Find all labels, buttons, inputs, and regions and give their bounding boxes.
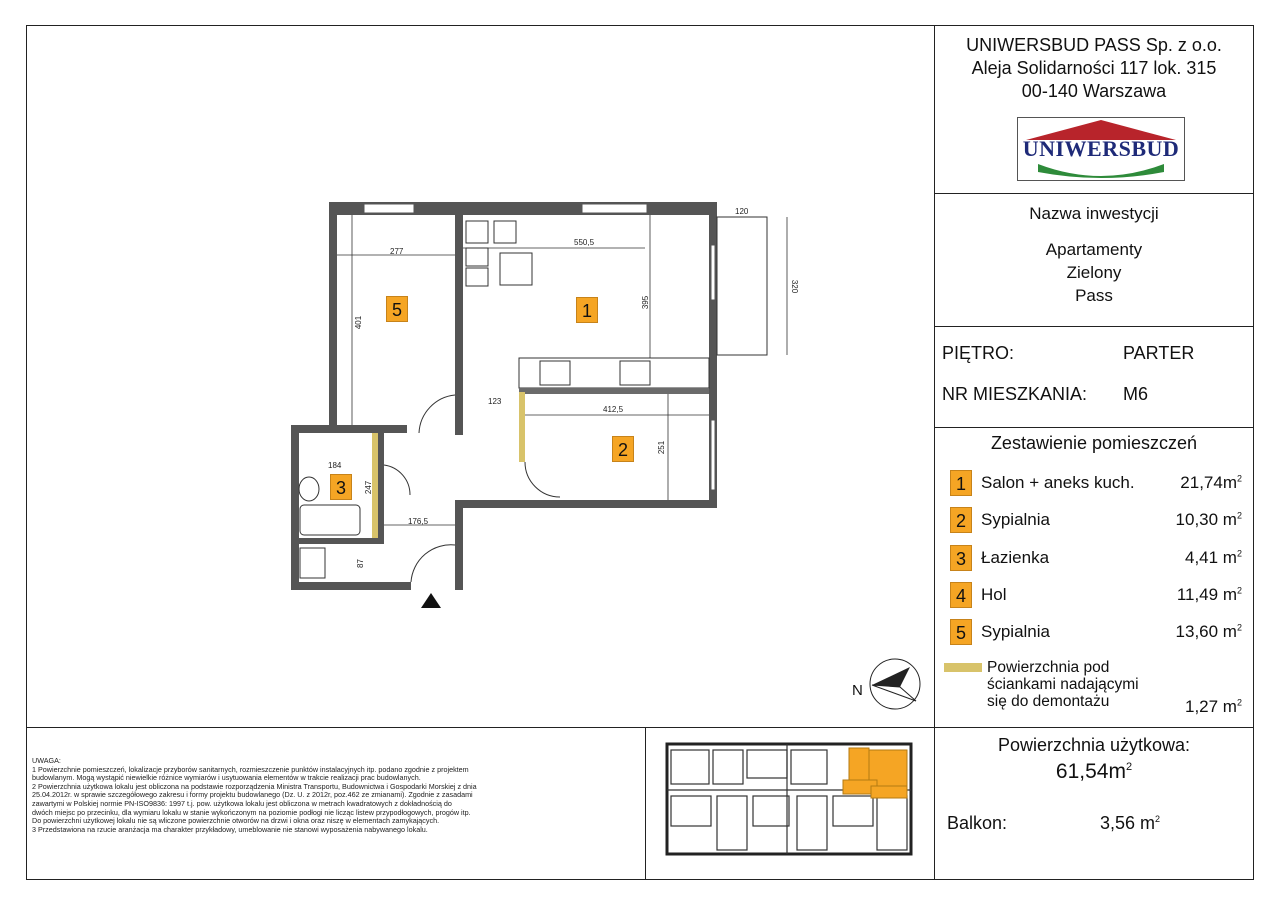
balcony-label: Balkon: [947, 813, 1008, 833]
usable-area-label: Powierzchnia użytkowa: [997, 735, 1191, 755]
door-swing [419, 395, 455, 433]
plan-room-5-badge: 5 [386, 296, 408, 322]
chair [466, 221, 488, 243]
door-swing [411, 545, 455, 582]
dim-label: 320 [790, 279, 800, 294]
entrance-arrow [421, 593, 441, 608]
notes-title: UWAGA: [32, 756, 61, 765]
plan-room-3-badge: 3 [330, 474, 352, 500]
company-block [934, 34, 1254, 103]
room-area: 11,49 $m^2$ [1176, 585, 1242, 604]
door-swing [384, 465, 410, 495]
floor-value: PARTER [1123, 343, 1195, 363]
room-name: Sypialnia [981, 510, 1050, 529]
investment-line-1: Apartamenty [1045, 240, 1143, 259]
door-swing [525, 462, 560, 497]
demolition-text: Powierzchnia pod ściankami nadającymi się do demontażu [987, 659, 1139, 710]
bottom-top-line [26, 727, 1254, 728]
bottom-divider [645, 727, 646, 880]
demolition-wall [519, 392, 525, 462]
room-number-badge: 4 [950, 582, 972, 608]
dim-label: 123 [488, 397, 502, 406]
rooms-heading: Zestawienie pomieszczeń [990, 433, 1198, 453]
company-city: 00-140 Warszawa [1021, 81, 1167, 101]
room-number-badge: 5 [950, 619, 972, 645]
dim-label: 251 [657, 440, 667, 455]
investment-block [934, 204, 1254, 307]
notes-line: dwóch miejsc po przecinku, dla wymiaru lokalu w stanie wykończonym na poziomie podłogi nie licząc listew przypodłogowych, progów itp. [32, 807, 471, 817]
dim-label: 87 [355, 559, 365, 568]
dim-label: 120 [735, 207, 749, 216]
notes-line: 3 Przedstawiona na rzucie aranżacja ma charakter przykładowy, umeblowanie nie stanowi wyposażenia nabywanego lokalu. [32, 824, 428, 834]
dim-label: 247 [364, 480, 374, 495]
investment-heading: Nazwa inwestycji [1029, 204, 1159, 223]
company-name: UNIWERSBUD PASS Sp. z o.o. [966, 35, 1222, 55]
notes-line: 2 Powierzchnia użytkowa lokalu jest obliczona na podstawie rozporządzenia Ministra Transportu, Budownictwa i Gospodarki Morskiej z dnia [32, 781, 477, 791]
demolition-area: 1,27 $m^2$ [1185, 697, 1242, 716]
notes-line: 1 Powierzchnie pomieszczeń, lokalizacje przyborów sanitarnych, rozmieszczenie punktów instalacyjnych itp. podano zgodnie z projektem [32, 764, 469, 774]
shower [300, 548, 325, 578]
kitchen-counter [519, 358, 709, 388]
dim-label: 412,5 [603, 405, 624, 414]
usable-area-value: $61,54m^2$ [1055, 760, 1133, 783]
room-name: Hol [981, 585, 1007, 604]
logo-text: UNIWERSBUD [1022, 136, 1180, 161]
dim-label: 277 [390, 247, 404, 256]
floor-label: PIĘTRO: [942, 343, 1015, 363]
compass-icon [866, 655, 924, 713]
dim-label: 550,5 [574, 238, 595, 247]
apartment-value: M6 [1123, 384, 1149, 404]
room-area: 13,60 $m^2$ [1175, 622, 1242, 641]
room-number-badge: 2 [950, 507, 972, 533]
plan-room-1-badge: 1 [576, 297, 598, 323]
balcony-outline [717, 217, 767, 355]
floor-plan [280, 195, 800, 615]
notes-line: zawartymi w Polskiej normie PN-ISO9836: 1997 t.j. pow. użytkowa lokalu jest obliczona w metrach kwadratowych z dokładnością do [32, 798, 452, 808]
building-key-plan [657, 736, 917, 864]
washbasin [299, 477, 319, 501]
notes-line: budowlanym. Mogą wystąpić niewielkie różnice wymiarów i usytuowania elementów w trakcie realizacji prac budowlanych. [32, 773, 421, 783]
dim-label: 401 [354, 315, 364, 330]
company-logo [1017, 117, 1185, 181]
notes-line: 25.04.2012r. w sprawie szczegółowego zakresu i formy projektu budowlanego (Dz. U. z 2012r, poz.462 ze zmianami). Zgodnie z zasadami [32, 790, 473, 800]
bathtub [300, 505, 360, 535]
room-name: Salon + aneks kuch. [981, 473, 1135, 492]
dining-table [500, 253, 532, 285]
kitchen-wall [519, 388, 709, 394]
chair [466, 268, 488, 286]
chair [494, 221, 516, 243]
apartment-label: NR MIESZKANIA: [942, 384, 1088, 404]
dim-label: 395 [641, 295, 651, 310]
chair [466, 248, 488, 266]
plan-walls [291, 202, 717, 590]
sidebar-line-3 [934, 427, 1254, 428]
investment-line-3: Pass [1075, 286, 1113, 305]
room-area: 4,41 $m^2$ [1185, 548, 1242, 567]
company-address: Aleja Solidarności 117 lok. 315 [971, 58, 1217, 78]
room-name: Sypialnia [981, 622, 1050, 641]
investment-line-2: Zielony [1066, 263, 1122, 282]
sidebar-line-2 [934, 326, 1254, 327]
notes-line: Do powierzchni użytkowej lokalu nie są wliczone powierzchnie otworów na drzwi i okna oraz niszę w elementach zamykających. [32, 816, 440, 826]
room-name: Łazienka [981, 548, 1050, 567]
room-area: $21,74m^2$ [1180, 473, 1242, 492]
balcony-value: 3,56 $m^2$ [1100, 813, 1161, 833]
north-label: N [852, 682, 863, 699]
room-number-badge: 1 [950, 470, 972, 496]
room-area: 10,30 $m^2$ [1175, 510, 1242, 529]
dim-label: 176,5 [408, 517, 429, 526]
sidebar-line-1 [934, 193, 1254, 194]
room-number-badge: 3 [950, 545, 972, 571]
plan-room-2-badge: 2 [612, 436, 634, 462]
notes-block [32, 757, 642, 834]
dim-label: 184 [328, 461, 342, 470]
demolition-swatch [944, 663, 982, 672]
